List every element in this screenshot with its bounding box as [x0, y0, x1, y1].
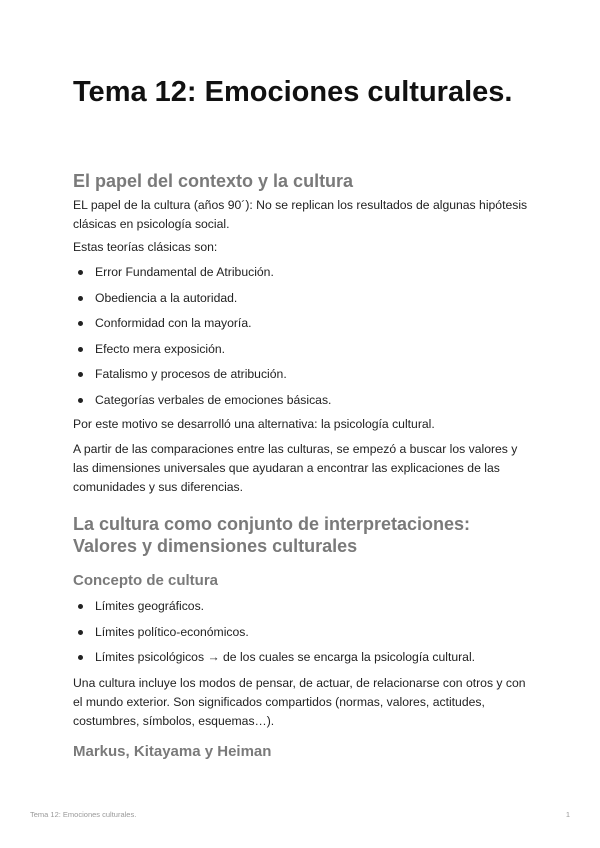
footer-title: Tema 12: Emociones culturales.	[30, 810, 137, 819]
section-heading-interpretaciones: La cultura como conjunto de interpretaciones: Valores y dimensiones culturales	[73, 514, 471, 556]
list-item: Conformidad con la mayoría.	[73, 314, 533, 340]
bullet-icon	[78, 296, 83, 301]
list-item: Límites psicológicos → de los cuales se encarga la psicología cultural.	[73, 648, 533, 674]
subheading-markus-kitayama: Markus, Kitayama y Heiman	[73, 743, 272, 760]
bullet-icon	[78, 630, 83, 635]
bullet-icon	[78, 398, 83, 403]
list-item: Categorías verbales de emociones básicas.	[73, 391, 533, 417]
list-item: Límites geográficos.	[73, 597, 533, 623]
list-item: Obediencia a la autoridad.	[73, 289, 533, 315]
list-item: Error Fundamental de Atribución.	[73, 263, 533, 289]
paragraph-definicion-cultura: Una cultura incluye los modos de pensar, de actuar, de relacionarse con otros y con el mundo exterior. Son significados compartidos (normas, valores, actitudes, costumbres, símbolos, esquemas…).	[73, 676, 526, 728]
bullet-icon	[78, 604, 83, 609]
bullet-icon	[78, 655, 83, 660]
page-title: Tema 12: Emociones culturales.	[73, 76, 513, 108]
paragraph-alternativa: Por este motivo se desarrolló una alternativa: la psicología cultural.	[73, 417, 435, 431]
list-item: Efecto mera exposición.	[73, 340, 533, 366]
bullet-icon	[78, 347, 83, 352]
list-item: Límites político-económicos.	[73, 623, 533, 649]
paragraph-teorias-clasicas: Estas teorías clásicas son:	[73, 240, 218, 254]
page-number: 1	[565, 810, 570, 819]
bullet-icon	[78, 270, 83, 275]
subheading-concepto-cultura: Concepto de cultura	[73, 572, 219, 589]
paragraph-comparaciones: A partir de las comparaciones entre las culturas, se empezó a buscar los valores y las dimensiones universales que ayudaran a encontrar las explicaciones de las comunidades y sus diferencias.	[73, 442, 518, 494]
list-teorias-clasicas	[73, 263, 533, 416]
bullet-icon	[78, 372, 83, 377]
list-limites	[73, 597, 533, 674]
section-heading-contexto: El papel del contexto y la cultura	[73, 171, 354, 191]
list-item: Fatalismo y procesos de atribución.	[73, 365, 533, 391]
bullet-icon	[78, 321, 83, 326]
paragraph-papel-cultura: EL papel de la cultura (años 90´): No se replican los resultados de algunas hipótesis clásicas en psicología social.	[73, 198, 528, 231]
